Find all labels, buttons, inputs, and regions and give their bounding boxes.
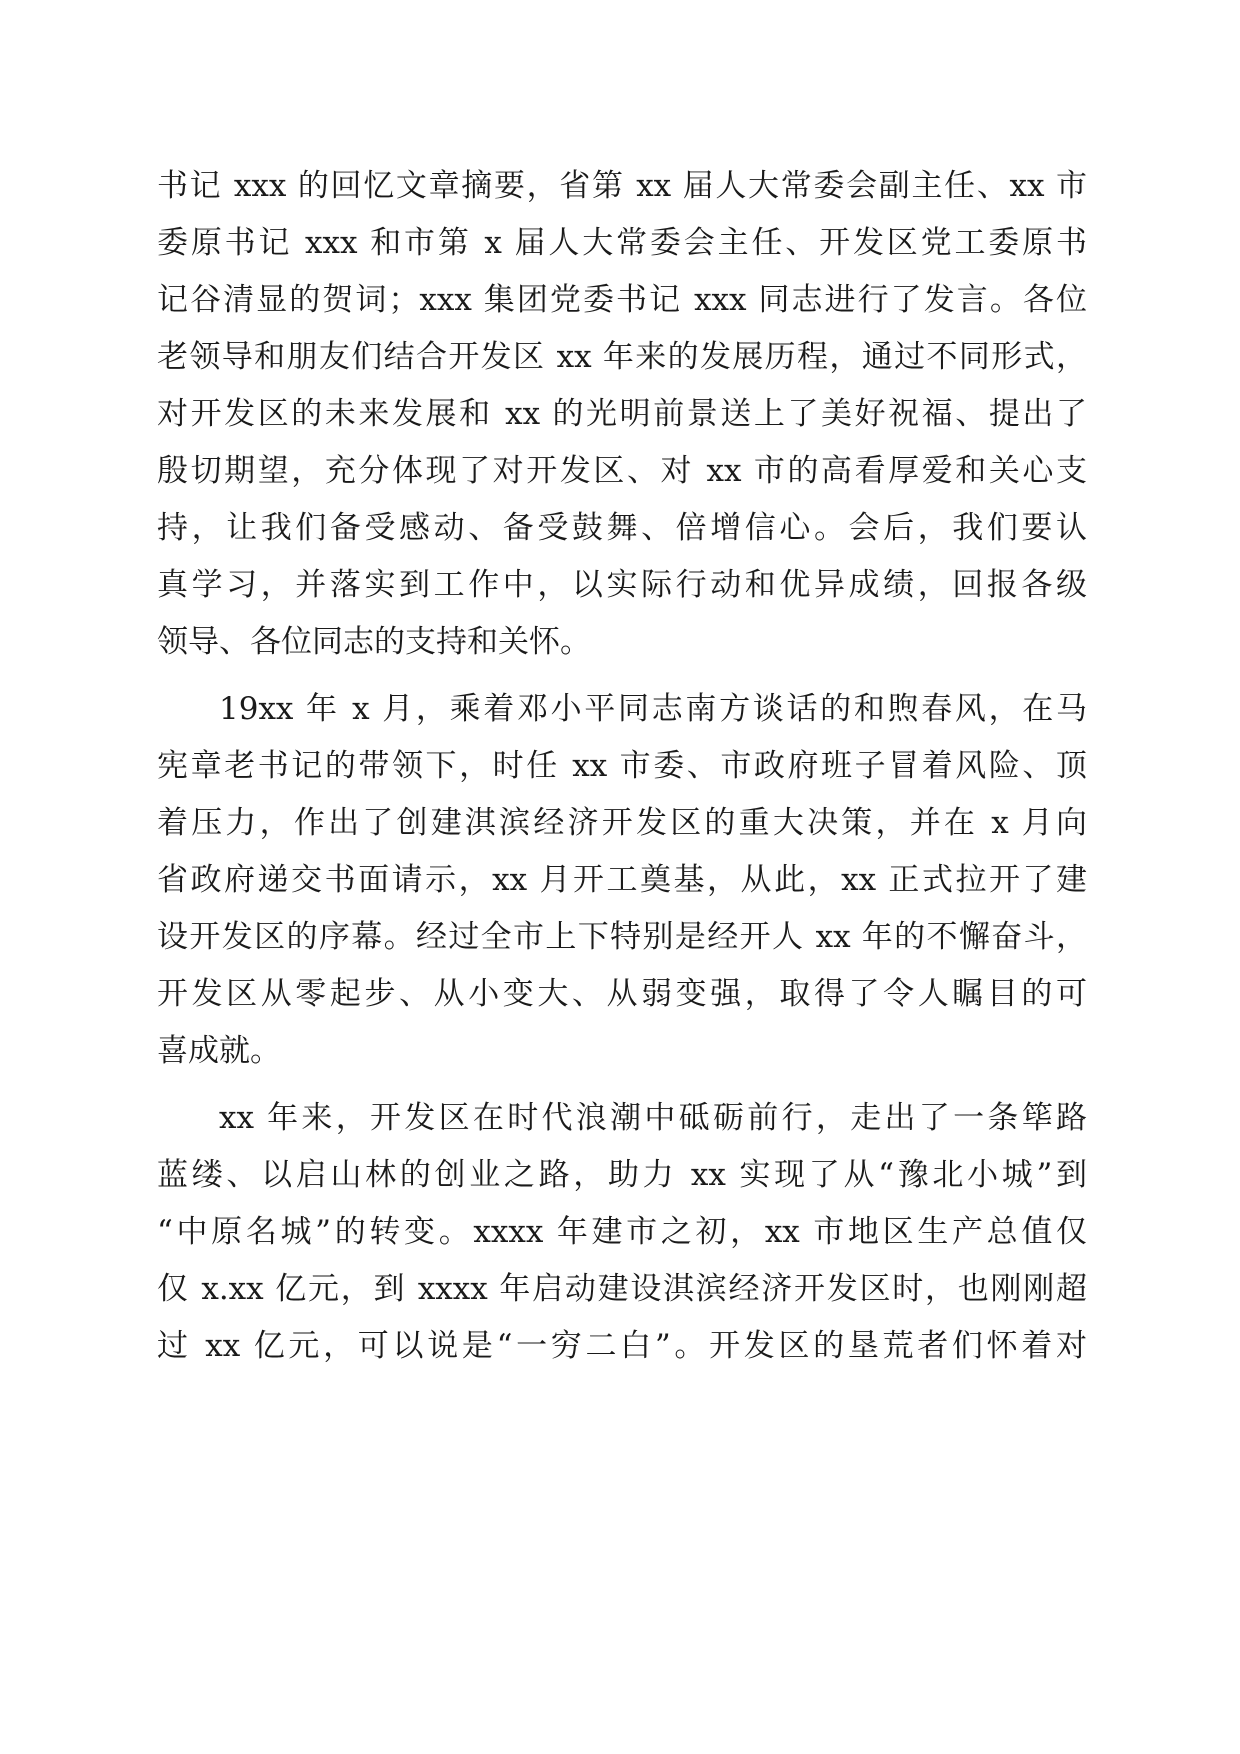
paragraph bbox=[157, 158, 1087, 671]
text-line: 设开发区的序幕。经过全市上下特别是经开人 xx 年的不懈奋斗， bbox=[157, 919, 1087, 955]
paragraph-gap bbox=[157, 671, 1087, 681]
text-line: 省政府递交书面请示，xx 月开工奠基，从此，xx 正式拉开了建 bbox=[157, 862, 1087, 898]
text-line: 开发区从零起步、从小变大、从弱变强，取得了令人瞩目的可 bbox=[157, 976, 1087, 1012]
text-line: 殷切期望，充分体现了对开发区、对 xx 市的高看厚爱和关心支 bbox=[157, 453, 1087, 489]
text-line: 老领导和朋友们结合开发区 xx 年来的发展历程，通过不同形式， bbox=[157, 339, 1087, 375]
text-line: 领导、各位同志的支持和关怀。 bbox=[157, 624, 591, 660]
text-line: 宪章老书记的带领下，时任 xx 市委、市政府班子冒着风险、顶 bbox=[157, 748, 1087, 784]
paragraph bbox=[157, 1090, 1087, 1375]
text-line: 书记 xxx 的回忆文章摘要，省第 xx 届人大常委会副主任、xx 市 bbox=[157, 168, 1087, 204]
text-line: 过 xx 亿元，可以说是“一穷二白”。开发区的垦荒者们怀着对 bbox=[157, 1328, 1087, 1364]
text-line: 持，让我们备受感动、备受鼓舞、倍增信心。会后，我们要认 bbox=[157, 510, 1087, 546]
text-line: 喜成就。 bbox=[157, 1033, 281, 1069]
text-line: 仅 x.xx 亿元，到 xxxx 年启动建设淇滨经济开发区时，也刚刚超 bbox=[157, 1271, 1087, 1307]
text-line: “中原名城”的转变。xxxx 年建市之初，xx 市地区生产总值仅 bbox=[157, 1214, 1087, 1250]
text-line: 真学习，并落实到工作中，以实际行动和优异成绩，回报各级 bbox=[157, 567, 1087, 603]
paragraph bbox=[157, 681, 1087, 1080]
document-body bbox=[157, 158, 1087, 1375]
text-line: 19xx 年 x 月，乘着邓小平同志南方谈话的和煦春风，在马 bbox=[219, 691, 1087, 727]
text-line: xx 年来，开发区在时代浪潮中砥砺前行，走出了一条筚路 bbox=[219, 1100, 1087, 1136]
text-line: 着压力，作出了创建淇滨经济开发区的重大决策，并在 x 月向 bbox=[157, 805, 1087, 841]
text-line: 委原书记 xxx 和市第 x 届人大常委会主任、开发区党工委原书 bbox=[157, 225, 1087, 261]
text-line: 记谷清显的贺词；xxx 集团党委书记 xxx 同志进行了发言。各位 bbox=[157, 282, 1087, 318]
text-line: 对开发区的未来发展和 xx 的光明前景送上了美好祝福、提出了 bbox=[157, 396, 1087, 432]
text-line: 蓝缕、以启山林的创业之路，助力 xx 实现了从“豫北小城”到 bbox=[157, 1157, 1087, 1193]
paragraph-gap bbox=[157, 1080, 1087, 1090]
